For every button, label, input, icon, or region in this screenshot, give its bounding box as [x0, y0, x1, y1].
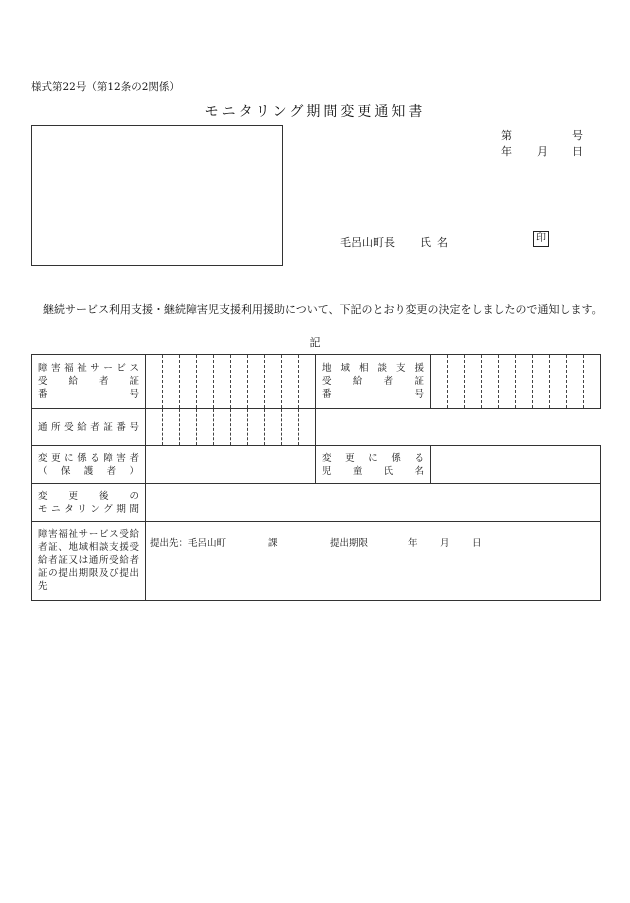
table-row	[32, 409, 601, 446]
issue-number-prefix: 第	[501, 129, 512, 142]
period-after-field[interactable]	[146, 484, 601, 522]
digit-cell[interactable]	[146, 409, 163, 446]
blank-area	[316, 409, 601, 446]
digit-cell[interactable]	[214, 355, 231, 409]
digit-cell[interactable]	[584, 355, 601, 409]
seal-mark: 印	[533, 231, 549, 247]
deadline-year-label: 年	[408, 538, 418, 549]
digit-cell[interactable]	[214, 409, 231, 446]
deadline-label: 提出期限	[330, 538, 369, 549]
form-number: 様式第22号（第12条の2関係）	[31, 81, 180, 93]
digit-cell[interactable]	[248, 409, 265, 446]
name-label: 氏名	[420, 236, 454, 249]
child-name-label: 変更に係る 児童氏名	[316, 446, 431, 484]
consult-cert-label: 地域相談支援 受給者証 番号	[316, 355, 431, 409]
disabled-person-label: 変更に係る障害者 （保護者）	[32, 446, 146, 484]
digit-cell[interactable]	[499, 355, 516, 409]
digit-cell[interactable]	[146, 355, 163, 409]
digit-cell[interactable]	[265, 409, 282, 446]
issue-year-label: 年	[501, 145, 512, 158]
table-row	[32, 446, 601, 484]
mayor-title: 毛呂山町長	[340, 236, 395, 249]
digit-cell[interactable]	[197, 409, 214, 446]
digit-cell[interactable]	[197, 355, 214, 409]
digit-cell[interactable]	[431, 355, 448, 409]
digit-cell[interactable]	[231, 409, 248, 446]
table-row	[32, 484, 601, 522]
issue-day-label: 日	[572, 145, 583, 158]
digit-cell[interactable]	[465, 355, 482, 409]
table-row	[32, 522, 601, 601]
submission-label: 障害福祉サービス受給者証、地域相談支援受給者証又は通所受給者証の提出期限及び提出先	[32, 522, 146, 601]
submit-to-label: 提出先：毛呂山町	[150, 538, 227, 549]
period-after-label: 変更後の モニタリング期間	[32, 484, 146, 522]
digit-cell[interactable]	[448, 355, 465, 409]
digit-cell[interactable]	[550, 355, 567, 409]
notification-table	[31, 354, 601, 601]
digit-cell[interactable]	[231, 355, 248, 409]
digit-cell[interactable]	[282, 409, 299, 446]
daycare-cert-label: 通所受給者証番号	[32, 409, 146, 446]
welfare-cert-label: 障害福祉サービス 受給者証 番号	[32, 355, 146, 409]
digit-cell[interactable]	[248, 355, 265, 409]
digit-cell[interactable]	[482, 355, 499, 409]
deadline-day-label: 日	[472, 538, 482, 549]
digit-cell[interactable]	[567, 355, 584, 409]
deadline-month-label: 月	[440, 538, 450, 549]
digit-cell[interactable]	[265, 355, 282, 409]
child-name-field[interactable]	[431, 446, 601, 484]
digit-cell[interactable]	[533, 355, 550, 409]
ka-label: 課	[268, 538, 278, 549]
digit-cell[interactable]	[180, 409, 197, 446]
page-title: モニタリング期間変更通知書	[204, 104, 426, 120]
digit-cell[interactable]	[299, 355, 316, 409]
table-row	[32, 355, 601, 409]
ki-label: 記	[309, 336, 321, 349]
issue-month-label: 月	[537, 145, 548, 158]
digit-cell[interactable]	[299, 409, 316, 446]
digit-cell[interactable]	[180, 355, 197, 409]
digit-cell[interactable]	[163, 409, 180, 446]
address-box	[31, 125, 283, 266]
digit-cell[interactable]	[282, 355, 299, 409]
digit-cell[interactable]	[163, 355, 180, 409]
submission-field[interactable]	[146, 522, 601, 601]
body-text: 継続サービス利用支援・継続障害児支援利用援助について、下記のとおり変更の決定をしましたので通知します。	[43, 303, 603, 316]
issue-number-suffix: 号	[572, 129, 583, 142]
disabled-person-field[interactable]	[146, 446, 316, 484]
digit-cell[interactable]	[516, 355, 533, 409]
